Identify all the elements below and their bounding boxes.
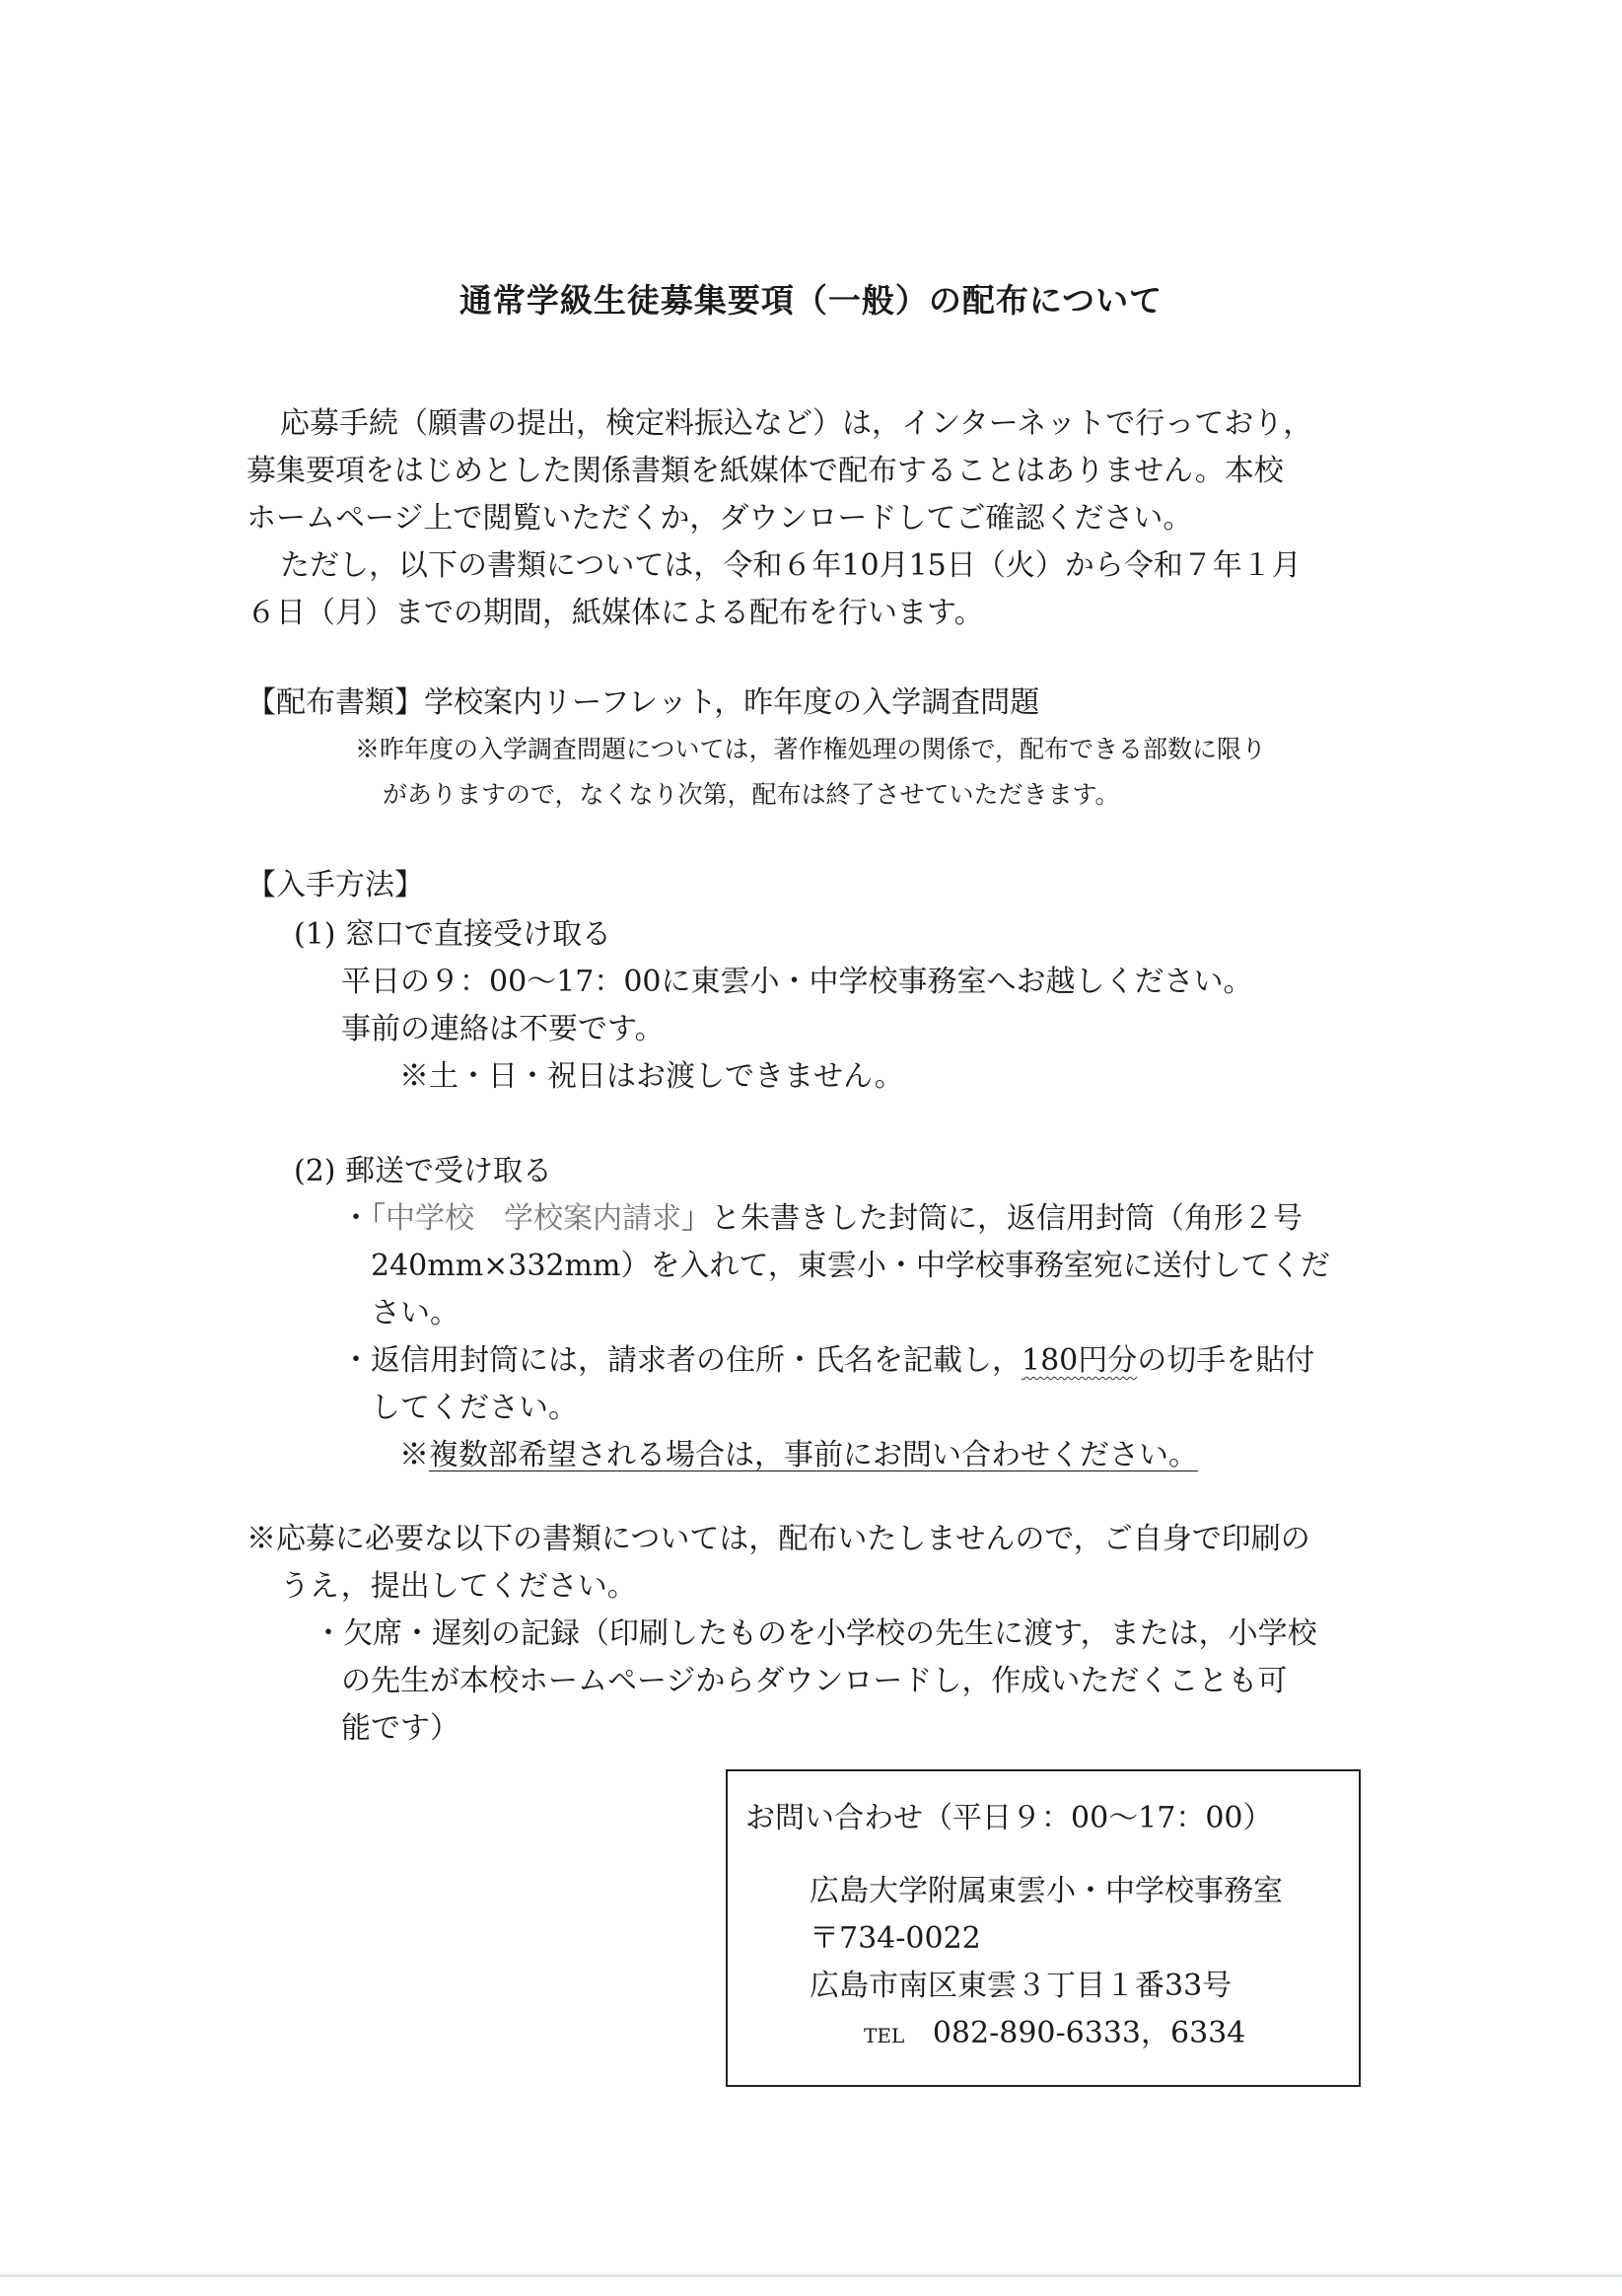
docs-note-line-2: がありますので，なくなり次第，配布は終了させていただきます。 xyxy=(383,780,1120,809)
method-2-bullet-1-line-2: 240mm×332mm）を入れて，東雲小・中学校事務室宛に送付してくだ xyxy=(371,1249,1330,1283)
scan-edge xyxy=(0,2274,1622,2277)
method-2-note xyxy=(399,1436,1198,1475)
method-2-bullet-2-line-2: してください。 xyxy=(371,1391,578,1425)
tel-mark: TEL xyxy=(864,2024,905,2047)
method-2-title: (2) 郵送で受け取る xyxy=(294,1154,553,1188)
intro-line-5: ６日（月）までの期間，紙媒体による配布を行います。 xyxy=(247,596,984,630)
notice-bullet-line-1: ・欠席・遅刻の記録（印刷したものを小学校の先生に渡す，または，小学校 xyxy=(314,1616,1317,1651)
intro-line-2: 募集要項をはじめとした関係書類を紙媒体で配布することはありません。本校 xyxy=(247,454,1284,488)
intro-line-1: 応募手続（願書の提出，検定料振込など）は，インターネットで行っており， xyxy=(280,406,1313,441)
method-1-title: (1) 窓口で直接受け取る xyxy=(294,917,612,952)
contact-tel: 082-890-6333，6334 xyxy=(932,2016,1246,2050)
method-heading: 【入手方法】 xyxy=(247,868,424,902)
notice-line-1: ※応募に必要な以下の書類については，配布いたしませんので，ご自身で印刷の xyxy=(247,1522,1310,1556)
contact-box xyxy=(726,1769,1361,2087)
method-1-line-1: 平日の９：00～17：00に東雲小・中学校事務室へお越しください。 xyxy=(341,965,1253,999)
intro-line-4: ただし，以下の書類については，令和６年10月15日（火）から令和７年１月 xyxy=(280,548,1302,583)
bullet-2-post: の切手を貼付 xyxy=(1137,1343,1315,1378)
contact-heading: お問い合わせ（平日９：00～17：00） xyxy=(745,1801,1273,1835)
notice-bullet-line-3: 能です） xyxy=(341,1711,459,1746)
stamp-amount: 180円分 xyxy=(1022,1343,1138,1378)
method-2-bullet-1-line-3: さい。 xyxy=(371,1296,459,1330)
multiple-copies-note: 複数部希望される場合は，事前にお問い合わせください。 xyxy=(429,1438,1198,1472)
docs-note-line-1: ※昨年度の入学調査問題については，著作権処理の関係で，配布できる部数に限り xyxy=(355,735,1267,763)
method-2-bullet-1-line-1 xyxy=(341,1199,1303,1239)
notice-bullet-line-2: の先生が本校ホームページからダウンロードし，作成いただくことも可 xyxy=(341,1664,1288,1698)
red-written-label: 中学校 学校案内請求 xyxy=(386,1201,681,1236)
page-title: 通常学級生徒募集要項（一般）の配布について xyxy=(458,281,1164,320)
note-mark: ※ xyxy=(399,1438,429,1472)
intro-line-3: ホームページ上で閲覧いただくか，ダウンロードしてご確認ください。 xyxy=(247,501,1193,536)
bracket-open: ・「 xyxy=(341,1201,386,1236)
docs-heading: 【配布書類】学校案内リーフレット，昨年度の入学調査問題 xyxy=(247,685,1040,720)
method-1-line-3: ※土・日・祝日はお渡しできません。 xyxy=(399,1059,904,1094)
contact-office: 広島大学附属東雲小・中学校事務室 xyxy=(810,1874,1283,1908)
contact-address: 広島市南区東雲３丁目１番33号 xyxy=(810,1969,1233,2003)
contact-zip: 〒734-0022 xyxy=(810,1921,981,1956)
bullet-2-pre: ・返信用封筒には，請求者の住所・氏名を記載し， xyxy=(341,1343,1022,1378)
contact-tel-row xyxy=(864,2014,1245,2055)
notice-line-2: うえ，提出してください。 xyxy=(280,1569,637,1604)
method-2-bullet-2-line-1 xyxy=(341,1341,1314,1381)
method-1-line-2: 事前の連絡は不要です。 xyxy=(341,1012,665,1046)
bullet-1-rest: 」と朱書きした封筒に，返信用封筒（角形２号 xyxy=(681,1201,1303,1236)
